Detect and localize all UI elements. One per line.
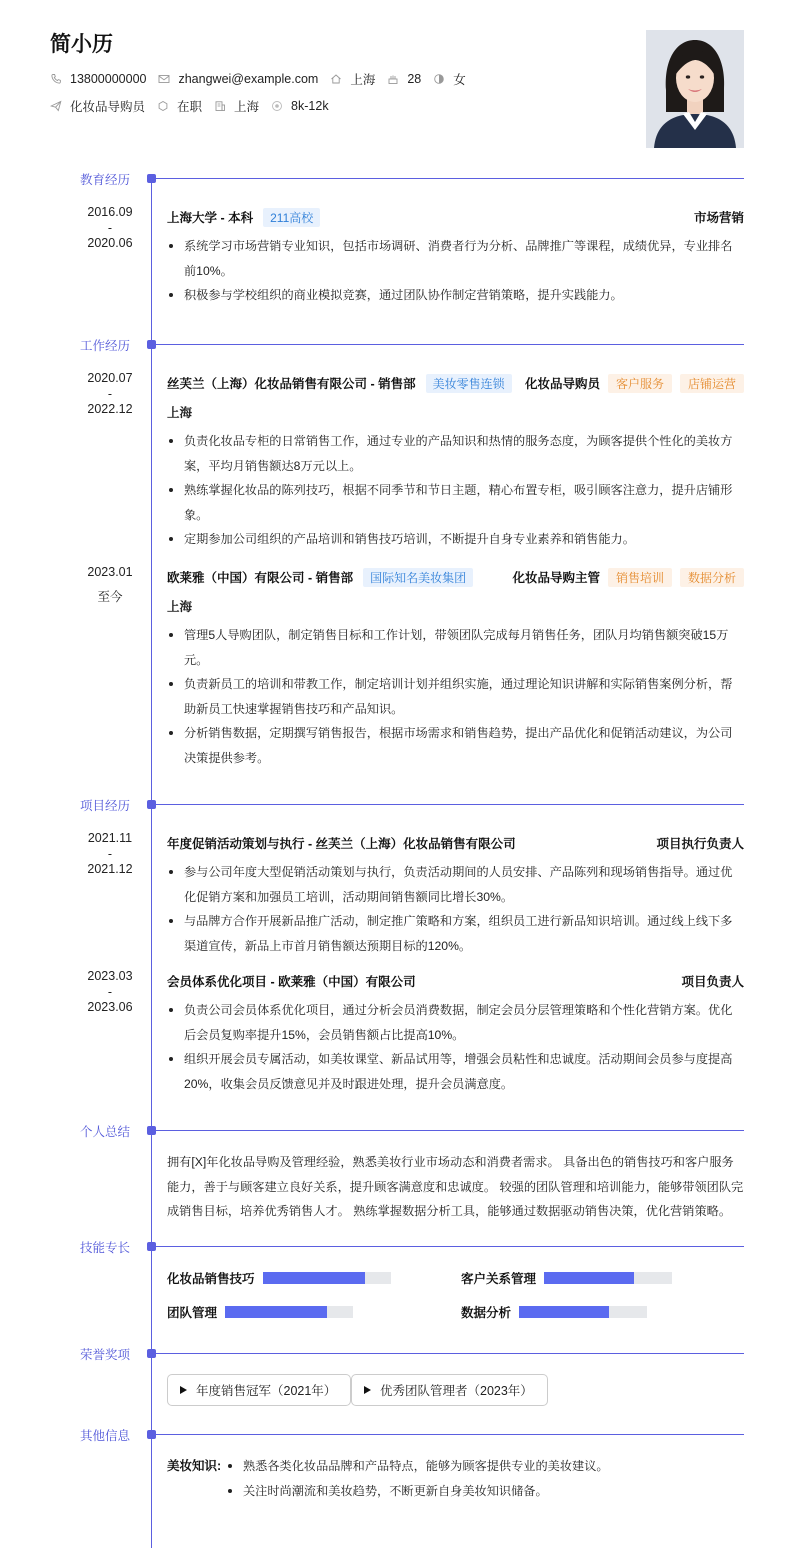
- timeline-dot: [147, 1430, 156, 1439]
- school-name: 上海大学 - 本科: [167, 211, 254, 225]
- bullet-item: 管理5人导购团队，制定销售目标和工作计划，带领团队完成每月销售任务，团队月均销售额突破15万元。: [167, 623, 744, 672]
- status-icon: [157, 100, 169, 112]
- bullet-item: 负责公司会员体系优化项目，通过分析会员消费数据，制定会员分层管理策略和个性化营销方案。优化后会员复购率提升15%，会员销售额占比提高10%。: [167, 998, 744, 1047]
- section-title-summary: 个人总结: [79, 1125, 130, 1139]
- work-dates: 2020.07 - 2022.12: [87, 371, 133, 416]
- skill-bar-fill: [225, 1306, 327, 1318]
- portrait-illustration: [646, 30, 744, 148]
- bullet-item: 与品牌方合作开展新品推广活动，制定推广策略和方案，组织员工进行新品知识培训。通过线上线下多渠道宣传，新品上市首月销售额达预期目标的120%。: [167, 909, 744, 958]
- end-date: 2020.06: [87, 236, 133, 250]
- section-rule: [156, 1246, 744, 1247]
- project-entry: [167, 971, 744, 1096]
- contact-row: [50, 70, 478, 88]
- start-date: 2020.07: [87, 371, 133, 385]
- section-rule: [156, 1353, 744, 1354]
- phone-icon: [50, 73, 62, 85]
- end-date: 2023.06: [87, 1000, 133, 1014]
- target-position: 化妆品导购员: [70, 100, 146, 114]
- age: 28: [407, 72, 422, 86]
- timeline-dot: [147, 174, 156, 183]
- section-title-awards: 荣誉奖项: [79, 1348, 130, 1362]
- work-entry: [167, 373, 744, 552]
- end-date: 至今: [97, 590, 123, 604]
- skill-item: [461, 1303, 647, 1321]
- skill-tag: 店铺运营: [680, 374, 744, 393]
- work-city: 上海: [167, 406, 193, 420]
- end-date: 2021.12: [87, 862, 133, 876]
- bullet-item: 参与公司年度大型促销活动策划与执行，负责活动期间的人员安排、产品陈列和现场销售指导。通过优化促销方案和加强员工培训，活动期间销售额同比增长30%。: [167, 860, 744, 909]
- award-item: [167, 1374, 351, 1406]
- award-label: 优秀团队管理者（2023年）: [380, 1384, 533, 1398]
- project-name: 年度促销活动策划与执行 - 丝芙兰（上海）化妆品销售有限公司: [167, 837, 516, 851]
- project-entry: [167, 833, 744, 958]
- end-date: 2022.12: [87, 402, 133, 416]
- profile-photo: [646, 30, 744, 148]
- play-triangle-icon: [364, 1386, 371, 1394]
- skill-item: [461, 1269, 672, 1287]
- section-rule: [156, 1434, 744, 1435]
- skill-bar-fill: [263, 1272, 365, 1284]
- project-name: 会员体系优化项目 - 欧莱雅（中国）有限公司: [167, 975, 416, 989]
- education-dates: 2016.09 - 2020.06: [87, 205, 133, 250]
- section-rule: [156, 344, 744, 345]
- job-intent-row: [50, 97, 341, 115]
- start-date: 2021.11: [87, 831, 133, 845]
- company-name: 丝芙兰（上海）化妆品销售有限公司 - 销售部: [167, 377, 416, 391]
- gender: 女: [453, 73, 466, 87]
- start-date: 2023.01: [87, 565, 133, 579]
- timeline-dot: [147, 1126, 156, 1135]
- home-icon: [330, 73, 342, 85]
- phone-number: 13800000000: [70, 72, 147, 86]
- start-date: 2023.03: [87, 969, 133, 983]
- timeline-dot: [147, 1349, 156, 1358]
- bullet-item: 积极参与学校组织的商业模拟竞赛，通过团队协作制定营销策略，提升实践能力。: [167, 283, 744, 308]
- bullet-item: 负责新员工的培训和带教工作，制定培训计划并组织实施，通过理论知识讲解和实际销售案例分析，帮助新员工快速掌握销售技巧和产品知识。: [167, 672, 744, 721]
- skill-bar: [544, 1272, 672, 1284]
- email-icon: [158, 73, 170, 85]
- project-role: 项目执行负责人: [656, 837, 744, 851]
- section-title-work: 工作经历: [79, 339, 130, 353]
- building-icon: [214, 100, 226, 112]
- play-triangle-icon: [180, 1386, 187, 1394]
- skill-item: [167, 1269, 391, 1287]
- resume-name: 简小历: [50, 33, 113, 56]
- award-item: [351, 1374, 548, 1406]
- job-role: 化妆品导购员: [524, 377, 600, 391]
- skill-bar: [225, 1306, 353, 1318]
- timeline-dot: [147, 1242, 156, 1251]
- expected-salary: 8k-12k: [291, 99, 329, 113]
- company-tag: 国际知名美妆集团: [363, 568, 473, 587]
- project-dates: 2023.03 - 2023.06: [87, 969, 133, 1014]
- section-title-projects: 项目经历: [79, 799, 130, 813]
- send-icon: [50, 100, 62, 112]
- gender-icon: [433, 73, 445, 85]
- skill-bar: [519, 1306, 647, 1318]
- skill-name: 化妆品销售技巧: [167, 1272, 255, 1286]
- timeline-dot: [147, 800, 156, 809]
- job-status: 在职: [177, 100, 203, 114]
- section-rule: [156, 178, 744, 179]
- email-address: zhangwei@example.com: [178, 72, 319, 86]
- skill-item: [167, 1303, 353, 1321]
- section-title-education: 教育经历: [79, 173, 130, 187]
- skill-tag: 客户服务: [608, 374, 672, 393]
- section-title-other: 其他信息: [79, 1429, 130, 1443]
- personal-summary: 拥有[X]年化妆品导购及管理经验，熟悉美妆行业市场动态和消费者需求。 具备出色的销售技巧和客户服务能力，善于与顾客建立良好关系，提升顾客满意度和忠诚度。 较强的团队管理和培训能力，能够带领团队完成销售目标，培养优秀销售人才。 熟练掌握数据分析工具，能够通过数据驱动销售决策，优化营销策略。: [167, 1155, 744, 1218]
- section-title-skills: 技能专长: [79, 1241, 130, 1255]
- other-info-list: [226, 1454, 744, 1503]
- job-role: 化妆品导购主管: [512, 571, 600, 585]
- work-city: 上海: [167, 600, 193, 614]
- award-label: 年度销售冠军（2021年）: [196, 1384, 337, 1398]
- skill-bar-fill: [544, 1272, 634, 1284]
- company-tag: 美妆零售连锁: [426, 374, 512, 393]
- bullet-item: 负责化妆品专柜的日常销售工作，通过专业的产品知识和热情的服务态度，为顾客提供个性化的美妆方案，平均月销售额达8万元以上。: [167, 429, 744, 478]
- skill-bar: [263, 1272, 391, 1284]
- skill-tag: 销售培训: [608, 568, 672, 587]
- project-role: 项目负责人: [681, 975, 744, 989]
- skill-bar-fill: [519, 1306, 609, 1318]
- bullet-item: 分析销售数据，定期撰写销售报告，根据市场需求和销售趋势，提出产品优化和促销活动建议，为公司决策提供参考。: [167, 721, 744, 770]
- bullet-item: 关注时尚潮流和美妆趋势，不断更新自身美妆知识储备。: [226, 1479, 744, 1504]
- bullet-item: 定期参加公司组织的产品培训和销售技巧培训，不断提升自身专业素养和销售能力。: [167, 527, 744, 552]
- education-entry: [167, 207, 744, 308]
- bullet-item: 熟练掌握化妆品的陈列技巧，根据不同季节和节日主题，精心布置专柜，吸引顾客注意力，提升店铺形象。: [167, 478, 744, 527]
- bullet-item: 系统学习市场营销专业知识，包括市场调研、消费者行为分析、品牌推广等课程，成绩优异，专业排名前10%。: [167, 234, 744, 283]
- bullet-item: 组织开展会员专属活动，如美妆课堂、新品试用等，增强会员粘性和忠诚度。活动期间会员参与度提高20%，收集会员反馈意见并及时跟进处理，提升会员满意度。: [167, 1047, 744, 1096]
- timeline-dot: [147, 340, 156, 349]
- skill-name: 团队管理: [167, 1306, 218, 1320]
- target-city: 上海: [234, 100, 260, 114]
- major: 市场营销: [693, 211, 744, 225]
- work-entry: [167, 567, 744, 770]
- other-info-label: 美妆知识:: [167, 1459, 222, 1473]
- company-name: 欧莱雅（中国）有限公司 - 销售部: [167, 571, 354, 585]
- section-rule: [156, 804, 744, 805]
- bullet-item: 熟悉各类化妆品品牌和产品特点，能够为顾客提供专业的美妆建议。: [226, 1454, 744, 1479]
- section-rule: [156, 1130, 744, 1131]
- skill-tag: 数据分析: [680, 568, 744, 587]
- salary-icon: [271, 100, 283, 112]
- skill-name: 客户关系管理: [461, 1272, 537, 1286]
- project-dates: 2021.11 - 2021.12: [87, 831, 133, 876]
- age-icon: [387, 73, 399, 85]
- school-tag: 211高校: [263, 208, 320, 227]
- work-dates: [60, 560, 160, 610]
- skill-name: 数据分析: [461, 1306, 512, 1320]
- location: 上海: [350, 73, 376, 87]
- start-date: 2016.09: [87, 205, 133, 219]
